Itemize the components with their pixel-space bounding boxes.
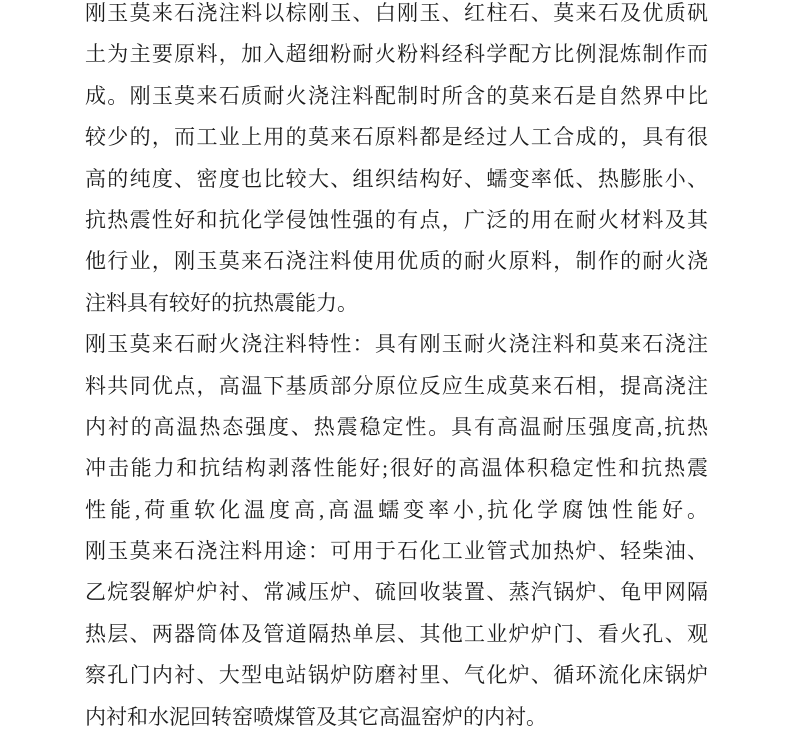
text-line: 内衬和水泥回转窑喷煤管及其它高温窑炉的内衬。 [85,704,547,729]
text-line: 性能,荷重软化温度高,高温蠕变率小,抗化学腐蚀性能好。 [85,497,708,522]
text-line: 刚玉莫来石耐火浇注料特性：具有刚玉耐火浇注料和莫来石浇注 [85,332,708,357]
text-line: 抗热震性好和抗化学侵蚀性强的有点，广泛的用在耐火材料及其 [85,207,708,232]
text-line: 注料具有较好的抗热震能力。 [85,290,358,315]
text-line: 较少的，而工业上用的莫来石原料都是经过人工合成的，具有很 [85,125,708,150]
text-line: 乙烷裂解炉炉衬、常减压炉、硫回收装置、蒸汽锅炉、龟甲网隔 [85,580,708,605]
text-line: 高的纯度、密度也比较大、组织结构好、蠕变率低、热膨胀小、 [85,166,708,191]
text-line: 内衬的高温热态强度、热震稳定性。具有高温耐压强度高,抗热 [85,414,708,439]
text-line: 土为主要原料，加入超细粉耐火粉料经科学配方比例混炼制作而 [85,42,708,67]
text-line: 察孔门内衬、大型电站锅炉防磨衬里、气化炉、循环流化床锅炉 [85,663,708,688]
text-line: 热层、两器筒体及管道隔热单层、其他工业炉炉门、看火孔、观 [85,621,708,646]
text-line: 料共同优点，高温下基质部分原位反应生成莫来石相，提高浇注 [85,373,708,398]
text-block [85,0,708,732]
text-line: 成。刚玉莫来石质耐火浇注料配制时所含的莫来石是自然界中比 [85,83,708,108]
text-line: 刚玉莫来石浇注料用途：可用于石化工业管式加热炉、轻柴油、 [85,539,708,564]
text-line: 冲击能力和抗结构剥落性能好;很好的高温体积稳定性和抗热震 [85,456,708,481]
text-line: 刚玉莫来石浇注料以棕刚玉、白刚玉、红柱石、莫来石及优质矾 [85,1,708,25]
text-line: 他行业，刚玉莫来石浇注料使用优质的耐火原料，制作的耐火浇 [85,249,708,274]
